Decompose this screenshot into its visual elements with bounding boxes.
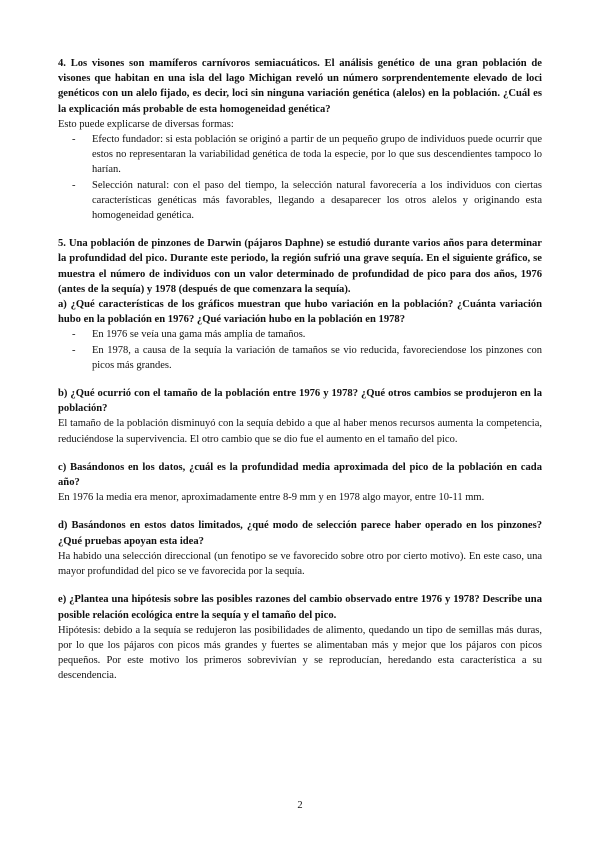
question-5-intro: 5. Una población de pinzones de Darwin (pájaros Daphne) se estudió durante varios años para determinar la profundidad del pico. Durante este periodo, la región sufrió una grave sequía. En el siguiente gráfico, se muestra el número de individuos con un valor determinado de profundidad de pico para dos años, 1976 (antes de la sequía) y 1978 (después de que comenzara la sequía). <box>58 238 542 295</box>
list-item: - En 1978, a causa de la sequía la variación de tamaños se vio reducida, favoreciendose los pinzones con picos más grandes. <box>72 344 542 371</box>
question-4-list <box>58 132 542 223</box>
list-item: - Efecto fundador: si esta población se originó a partir de un pequeño grupo de individuos puede ocurrir que estos no representaran la variabilidad genética de toda la especie, por lo que sus descendientes tampoco lo harían. <box>72 134 542 176</box>
question-4: 4. Los visones son mamíferos carnívoros semiacuáticos. El análisis genético de una gran población de visones que habitan en una isla del lago Michigan reveló un número sorprendentemente elevado de loci genéticos con un alelo fijado, es decir, loci sin ninguna variación genética (alelos) en la población. ¿Cuál es la explicación más probable de esta homogeneidad genética? <box>58 58 542 115</box>
answer-5d: Ha habido una selección direccional (un fenotipo se ve favorecido sobre otro por cierto motivo). En este caso, una mayor profundidad del pico se ve favorecida por la sequía. <box>58 550 542 578</box>
question-5c: c) Basándonos en los datos, ¿cuál es la profundidad media aproximada del pico de la población en cada año? <box>58 461 542 489</box>
bullet-dash: - <box>72 329 76 341</box>
answer-5b: El tamaño de la población disminuyó con la sequía debido a que al haber menos recursos aumenta la competencia, reduciéndose la supervivencia. El otro cambio que se dio fue el aumento en el tamaño del pico. <box>58 418 542 445</box>
question-5a-list <box>58 327 542 373</box>
bullet-dash: - <box>72 179 76 191</box>
bullet-dash: - <box>72 344 76 356</box>
question-5a: a) ¿Qué características de los gráficos muestran que hubo variación en la población? ¿Cuánta variación hubo en la población en 1976? ¿Qué variación hubo en la población en 1978? <box>58 299 542 326</box>
question-5d: d) Basándonos en estos datos limitados, ¿qué modo de selección parece haber operado en los pinzones? ¿Qué pruebas apoyan esta idea? <box>58 520 542 547</box>
answer-5c: En 1976 la media era menor, aproximadamente entre 8-9 mm y en 1978 algo mayor, entre 10-11 mm. <box>58 492 485 504</box>
list-item: - En 1976 se veía una gama más amplia de tamaños. <box>58 327 542 342</box>
answer-5e: Hipótesis: debido a la sequía se redujeron las posibilidades de alimento, quedando un tipo de semillas más duras, por lo que los pájaros con picos más grandes y fuertes se alimentaban más y mejor que los pájaros con picos pequeños. Por este motivo los primeros sobrevivían y se reproducían, heredando esta característica a su descendencia. <box>58 624 542 682</box>
question-5e: e) ¿Plantea una hipótesis sobre las posibles razones del cambio observado entre 1976 y 1978? Describe una posible relación ecológica entre la sequía y el tamaño del pico. <box>58 594 542 621</box>
question-5b: b) ¿Qué ocurrió con el tamaño de la población entre 1976 y 1978? ¿Qué otros cambios se produjeron en la población? <box>58 388 542 415</box>
bullet-dash: - <box>72 134 76 146</box>
question-4-intro: Esto puede explicarse de diversas formas: <box>58 118 234 130</box>
list-item: - Selección natural: con el paso del tiempo, la selección natural favorecería a los individuos con ciertas características genéticas más favorables, llegando a desaparecer los otros alelos y originando esta homogeneidad genética. <box>72 179 542 222</box>
page-number: 2 <box>297 800 303 811</box>
